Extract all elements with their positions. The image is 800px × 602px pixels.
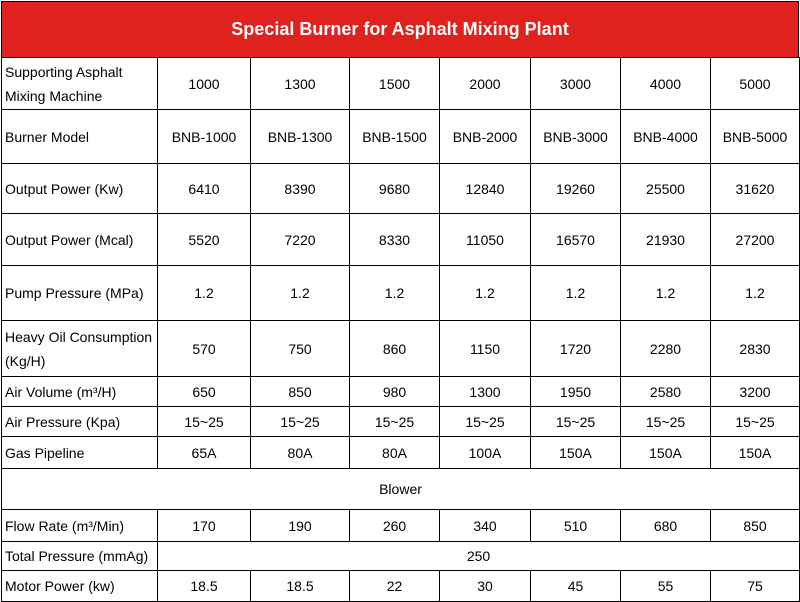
- table-cell: 510: [531, 510, 621, 542]
- table-cell: 170: [158, 510, 251, 542]
- table-cell: 31620: [711, 164, 800, 214]
- table-cell: 1.2: [251, 266, 350, 321]
- table-cell: 850: [711, 510, 800, 542]
- table-row: [2, 164, 800, 214]
- table-cell: BNB-1000: [158, 110, 251, 164]
- table-cell: 75: [711, 571, 800, 602]
- table-cell: 1.2: [711, 266, 800, 321]
- table-cell: 980: [350, 377, 440, 407]
- table-cell: 55: [621, 571, 711, 602]
- table-cell: 80A: [251, 437, 350, 469]
- table-row: [2, 377, 800, 407]
- row-label: Air Volume (m³/H): [2, 377, 158, 407]
- table-cell: 850: [251, 377, 350, 407]
- table-cell: 2000: [440, 58, 531, 110]
- table-row: [2, 321, 800, 377]
- table-cell: 15~25: [350, 407, 440, 437]
- table-cell: 1300: [440, 377, 531, 407]
- table-title: Special Burner for Asphalt Mixing Plant: [1, 1, 799, 58]
- table-cell: 22: [350, 571, 440, 602]
- table-cell: 45: [531, 571, 621, 602]
- table-cell: 750: [251, 321, 350, 377]
- table-cell: 1950: [531, 377, 621, 407]
- table-cell: 30: [440, 571, 531, 602]
- table-cell: 11050: [440, 214, 531, 266]
- table-row: [2, 58, 800, 110]
- merged-cell: 250: [158, 542, 800, 571]
- table-cell: 1500: [350, 58, 440, 110]
- table-cell: 27200: [711, 214, 800, 266]
- table-cell: 4000: [621, 58, 711, 110]
- table-cell: 150A: [621, 437, 711, 469]
- table-cell: 860: [350, 321, 440, 377]
- table-cell: 260: [350, 510, 440, 542]
- table-cell: 1150: [440, 321, 531, 377]
- table-cell: 65A: [158, 437, 251, 469]
- table-row: [2, 407, 800, 437]
- row-label: Burner Model: [2, 110, 158, 164]
- row-label: Supporting Asphalt Mixing Machine: [2, 58, 158, 110]
- table-cell: 1.2: [158, 266, 251, 321]
- table-cell: 150A: [711, 437, 800, 469]
- table-row: [2, 110, 800, 164]
- table-cell: 25500: [621, 164, 711, 214]
- table-cell: 2280: [621, 321, 711, 377]
- table-cell: 680: [621, 510, 711, 542]
- table-row: [2, 542, 800, 571]
- table-cell: 18.5: [158, 571, 251, 602]
- row-label: Pump Pressure (MPa): [2, 266, 158, 321]
- table-cell: 570: [158, 321, 251, 377]
- table-cell: BNB-5000: [711, 110, 800, 164]
- row-label: Air Pressure (Kpa): [2, 407, 158, 437]
- table-cell: 2580: [621, 377, 711, 407]
- row-label: Gas Pipeline: [2, 437, 158, 469]
- table-cell: 15~25: [251, 407, 350, 437]
- row-label: Output Power (Mcal): [2, 214, 158, 266]
- table-cell: 340: [440, 510, 531, 542]
- table-cell: 1.2: [350, 266, 440, 321]
- row-label: Output Power (Kw): [2, 164, 158, 214]
- table-cell: 8390: [251, 164, 350, 214]
- row-label: Flow Rate (m³/Min): [2, 510, 158, 542]
- row-label: Motor Power (kw): [2, 571, 158, 602]
- specs-table: [1, 57, 800, 602]
- table-cell: 7220: [251, 214, 350, 266]
- table-cell: 3200: [711, 377, 800, 407]
- table-row: [2, 266, 800, 321]
- table-cell: 1.2: [440, 266, 531, 321]
- row-label: Heavy Oil Consumption (Kg/H): [2, 321, 158, 377]
- table-cell: 19260: [531, 164, 621, 214]
- table-cell: 15~25: [711, 407, 800, 437]
- table-row: [2, 571, 800, 602]
- table-cell: 1.2: [621, 266, 711, 321]
- table-cell: 5000: [711, 58, 800, 110]
- table-cell: 9680: [350, 164, 440, 214]
- table-cell: 8330: [350, 214, 440, 266]
- table-cell: 16570: [531, 214, 621, 266]
- table-cell: 1300: [251, 58, 350, 110]
- table-cell: 1720: [531, 321, 621, 377]
- table-cell: 2830: [711, 321, 800, 377]
- table-cell: 15~25: [531, 407, 621, 437]
- table-cell: 6410: [158, 164, 251, 214]
- table-cell: BNB-4000: [621, 110, 711, 164]
- table-row: [2, 437, 800, 469]
- table-cell: 12840: [440, 164, 531, 214]
- table-cell: 21930: [621, 214, 711, 266]
- table-cell: 15~25: [621, 407, 711, 437]
- table-cell: 18.5: [251, 571, 350, 602]
- row-label: Total Pressure (mmAg): [2, 542, 158, 571]
- table-cell: 15~25: [158, 407, 251, 437]
- table-row: [2, 510, 800, 542]
- table-cell: 15~25: [440, 407, 531, 437]
- table-cell: BNB-2000: [440, 110, 531, 164]
- table-cell: 80A: [350, 437, 440, 469]
- table-cell: 1000: [158, 58, 251, 110]
- section-header: Blower: [2, 469, 800, 510]
- table-cell: 150A: [531, 437, 621, 469]
- table-row: [2, 214, 800, 266]
- section-row: [2, 469, 800, 510]
- table-cell: 3000: [531, 58, 621, 110]
- table-cell: BNB-1500: [350, 110, 440, 164]
- table-cell: 1.2: [531, 266, 621, 321]
- table-cell: 5520: [158, 214, 251, 266]
- table-cell: BNB-3000: [531, 110, 621, 164]
- table-cell: 650: [158, 377, 251, 407]
- table-cell: BNB-1300: [251, 110, 350, 164]
- table-cell: 190: [251, 510, 350, 542]
- table-cell: 100A: [440, 437, 531, 469]
